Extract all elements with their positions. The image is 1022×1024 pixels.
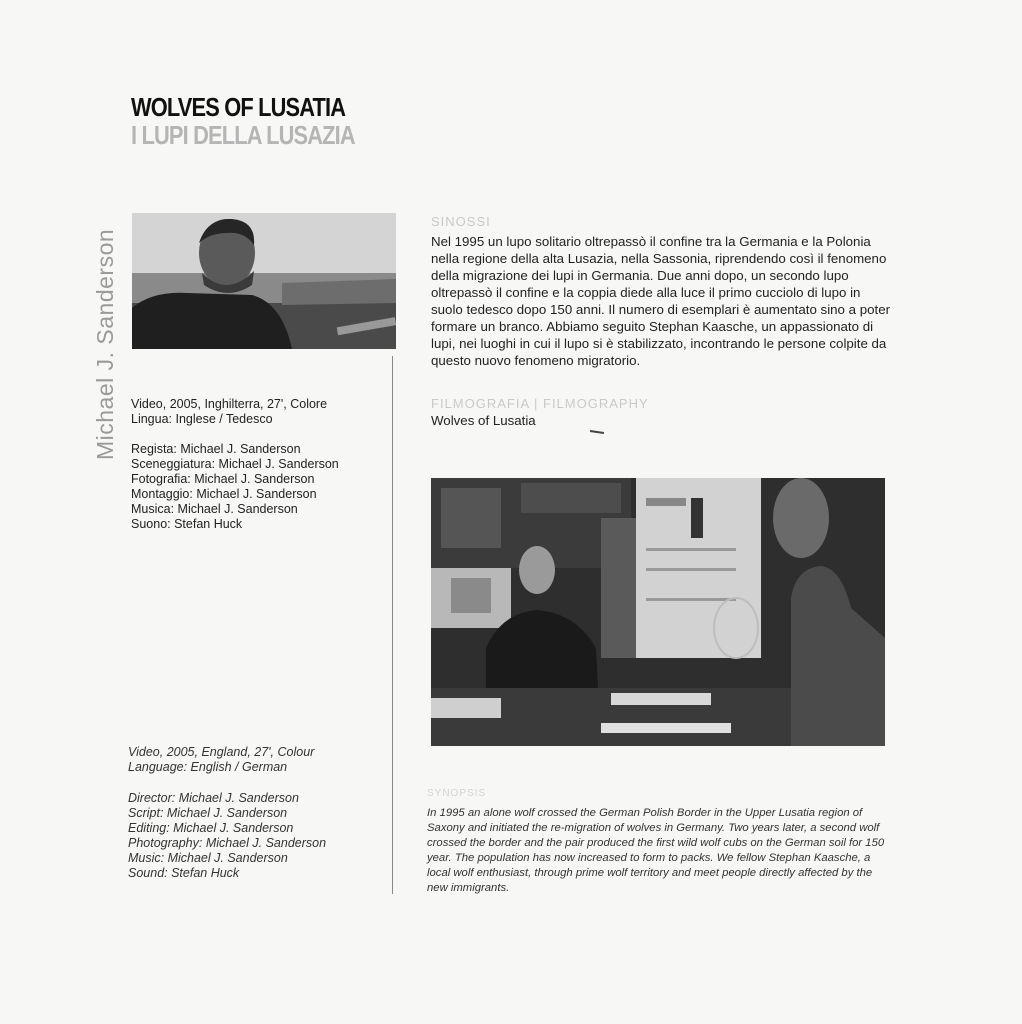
credit-line: Sound: Stefan Huck: [128, 866, 240, 880]
credits-english: [128, 791, 326, 881]
credit-line: Script: Michael J. Sanderson: [128, 806, 288, 820]
film-info-english: [128, 745, 314, 775]
title-italian: I LUPI DELLA LUSAZIA: [131, 120, 355, 150]
film-language-line: Language: English / German: [128, 760, 288, 774]
filmography-item: Wolves of Lusatia: [431, 413, 536, 428]
synopsis-paragraph: In 1995 an alone wolf crossed the German Polish Border in the Upper Lusatia region of Saxony and initiated the re-migration of wolves in Germany. Two years later, a second wolf crossed the border and the pair produced the first wild wolf cubs on the German soil for 150 year. The population has now increased to form to packs. We fellow Stephan Kaasche, a local wolf enthusiast, through prime wolf territory and meet people directly affected by the new immigrants.: [427, 807, 885, 895]
credit-line: Photography: Michael J. Sanderson: [128, 836, 327, 850]
credit-line: Fotografia: Michael J. Sanderson: [131, 472, 315, 486]
film-language-line: Lingua: Inglese / Tedesco: [131, 412, 273, 426]
film-spec-line: Video, 2005, England, 27', Colour: [128, 745, 315, 759]
sinossi-paragraph: Nel 1995 un lupo solitario oltrepassò il confine tra la Germania e la Polonia nella regione della alta Lusazia, nella Sassonia, riprendendo così il fenomeno della migrazione dei lupi in Germania. Due anni dopo, un secondo lupo oltrepassò il confine e la coppia diede alla luce il primo cucciolo di lupo in suolo tedesco dopo 150 anni. Il numero di esemplari è aumentato sino a poter formare un branco. Abbiamo seguito Stephan Kaasche, un appassionato di lupi, nei luoghi in cui il lupo si è stabilizzato, incontrando le persone colpite da questo nuovo fenomeno migratorio.: [431, 234, 891, 368]
credit-line: Director: Michael J. Sanderson: [128, 791, 299, 805]
credit-line: Editing: Michael J. Sanderson: [128, 821, 294, 835]
sinossi-heading: SINOSSI: [431, 214, 491, 229]
filmography-heading: FILMOGRAFIA | FILMOGRAPHY: [431, 396, 649, 411]
credit-line: Regista: Michael J. Sanderson: [131, 442, 301, 456]
synopsis-heading: SYNOPSIS: [427, 788, 487, 799]
credit-line: Sceneggiatura: Michael J. Sanderson: [131, 457, 339, 471]
credit-line: Montaggio: Michael J. Sanderson: [131, 487, 317, 501]
film-spec-line: Video, 2005, Inghilterra, 27', Colore: [131, 397, 328, 411]
credit-line: Musica: Michael J. Sanderson: [131, 502, 298, 516]
film-still-photo: [431, 478, 885, 746]
credit-line: Music: Michael J. Sanderson: [128, 851, 288, 865]
director-name-vertical: Michael J. Sanderson: [92, 228, 118, 460]
director-portrait-photo: [132, 213, 396, 349]
credits-italian: [131, 442, 339, 532]
decorative-dash: [590, 430, 604, 434]
credit-line: Suono: Stefan Huck: [131, 517, 243, 531]
film-info-italian: [131, 397, 327, 427]
column-divider: [392, 356, 393, 894]
title-english: WOLVES OF LUSATIA: [131, 92, 346, 122]
